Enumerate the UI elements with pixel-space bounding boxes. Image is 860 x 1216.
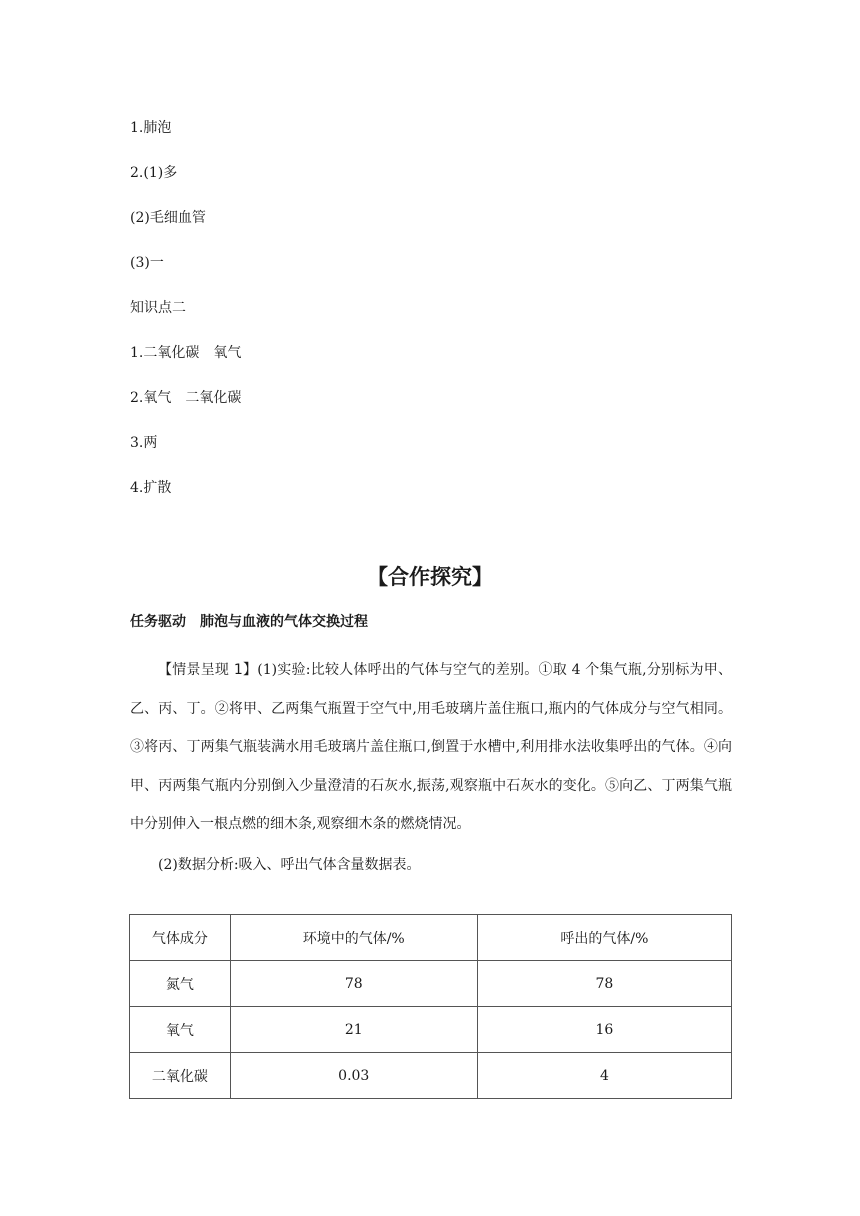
answer-line-5: 1.二氧化碳 氧气 — [130, 345, 242, 361]
table-header-row — [130, 915, 732, 961]
answer-line-3: (2)毛细血管 — [130, 210, 206, 226]
answer-line-1: 1.肺泡 — [130, 120, 172, 136]
table-cell: 78 — [230, 961, 477, 1007]
table-row — [130, 1007, 732, 1053]
table-row — [130, 961, 732, 1007]
knowledge-point-heading: 知识点二 — [130, 300, 186, 316]
table-row — [130, 1053, 732, 1099]
table-header-cell: 环境中的气体/% — [230, 915, 477, 961]
table-cell: 21 — [230, 1007, 477, 1053]
scenario-tag: 【情景呈现 1】 — [158, 662, 258, 678]
answer-line-8: 4.扩散 — [130, 480, 172, 496]
table-header-cell: 呼出的气体/% — [477, 915, 731, 961]
data-analysis-line: (2)数据分析:吸入、呼出气体含量数据表。 — [158, 857, 421, 873]
task-title: 任务驱动 肺泡与血液的气体交换过程 — [130, 614, 368, 630]
answer-line-4: (3)一 — [130, 255, 164, 271]
table-cell: 16 — [477, 1007, 731, 1053]
table-cell: 氮气 — [130, 961, 231, 1007]
scenario-paragraph — [130, 651, 732, 844]
gas-content-table — [129, 914, 732, 1099]
section-title: 【合作探究】 — [367, 565, 493, 589]
table-cell: 0.03 — [230, 1053, 477, 1099]
table-cell: 氧气 — [130, 1007, 231, 1053]
table-cell: 78 — [477, 961, 731, 1007]
table-header-cell: 气体成分 — [130, 915, 231, 961]
table-cell: 二氧化碳 — [130, 1053, 231, 1099]
scenario-text: (1)实验:比较人体呼出的气体与空气的差别。①取 4 个集气瓶,分别标为甲、乙、丙、丁。②将甲、乙两集气瓶置于空气中,用毛玻璃片盖住瓶口,瓶内的气体成分与空气相同。③将丙、丁两集气瓶装满水用毛玻璃片盖住瓶口,倒置于水槽中,利用排水法收集呼出的气体。④向甲、丙两集气瓶内分别倒入少量澄清的石灰水,振荡,观察瓶中石灰水的变化。⑤向乙、丁两集气瓶中分别伸入一根点燃的细木条,观察细木条的燃烧情况。 — [130, 662, 732, 832]
answer-line-7: 3.两 — [130, 435, 158, 451]
table-cell: 4 — [477, 1053, 731, 1099]
answer-line-6: 2.氧气 二氧化碳 — [130, 390, 242, 406]
answer-line-2: 2.(1)多 — [130, 165, 178, 181]
